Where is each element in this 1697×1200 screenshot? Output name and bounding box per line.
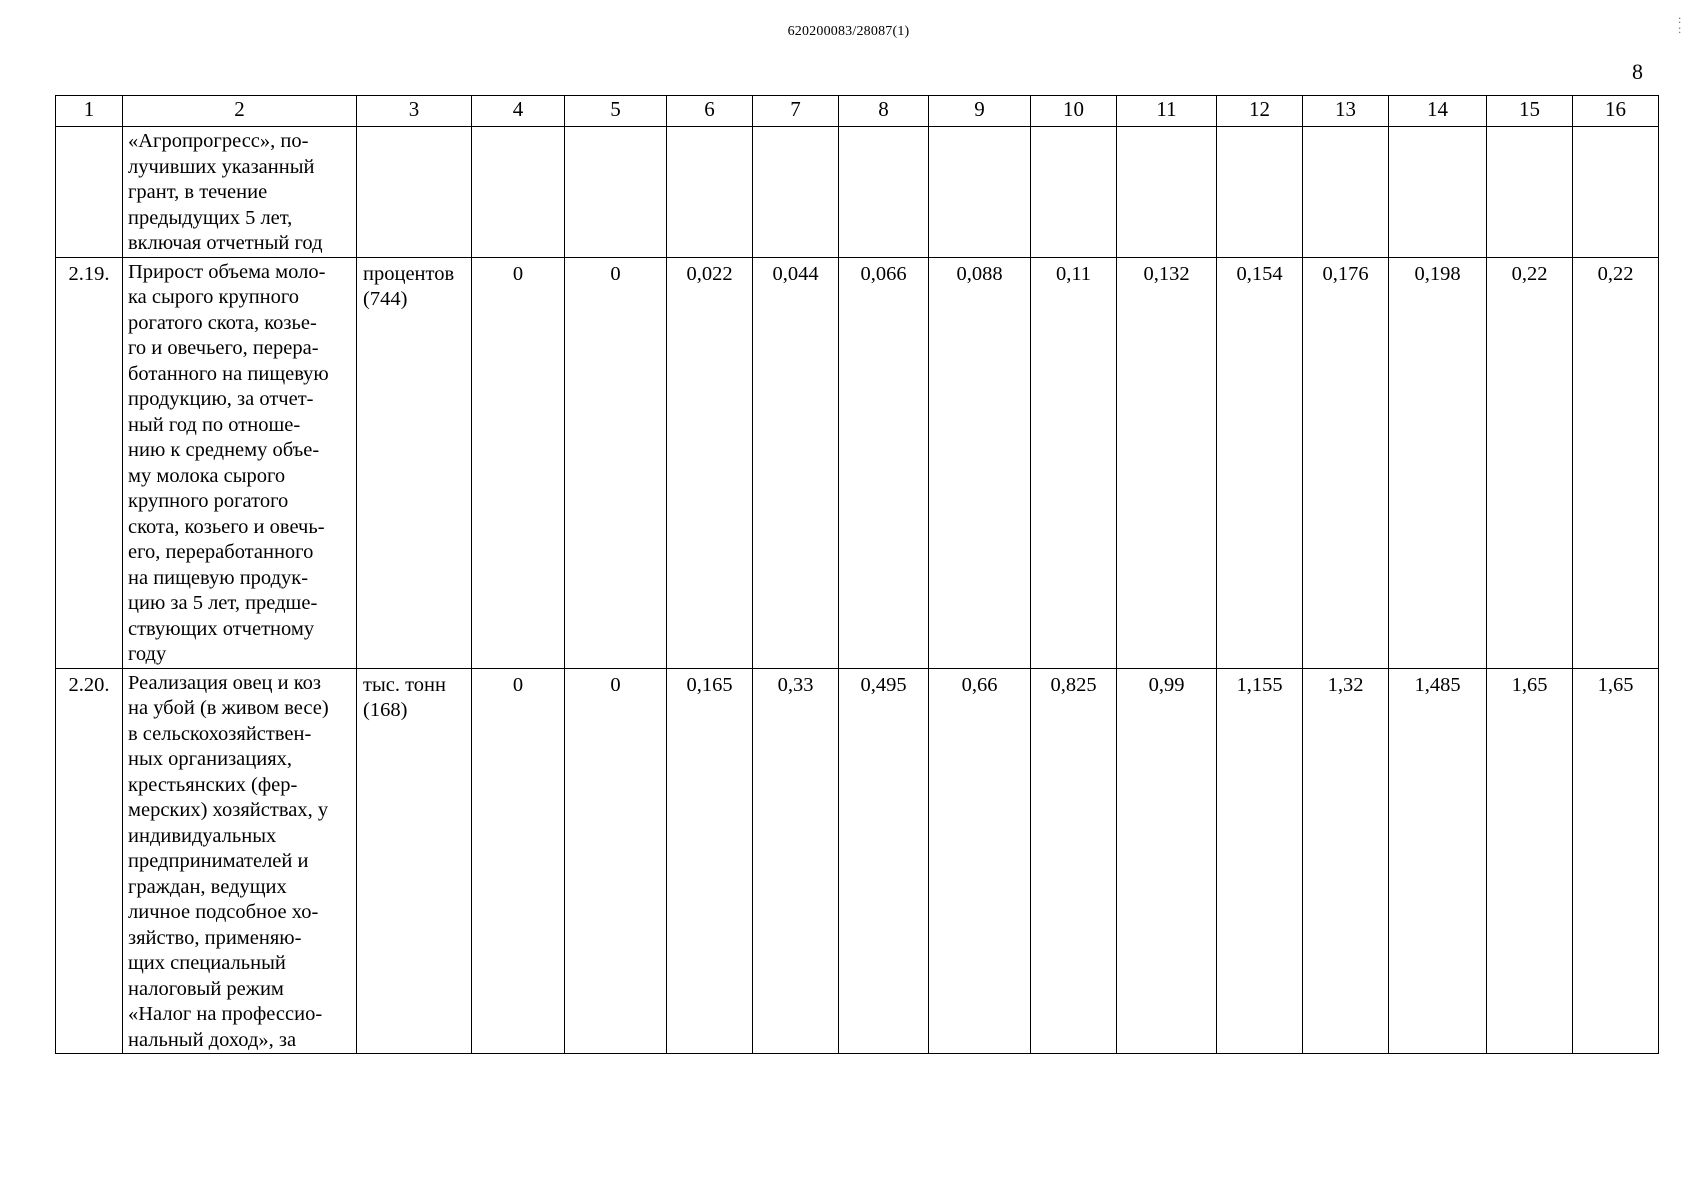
table-cell — [357, 127, 472, 258]
table-cell — [357, 668, 472, 1054]
column-header: 9 — [929, 96, 1031, 127]
column-header: 8 — [839, 96, 929, 127]
column-header: 10 — [1031, 96, 1117, 127]
value-cell: 0,22 — [1597, 262, 1634, 285]
row-index: 2.19. — [68, 262, 110, 285]
table-cell — [1031, 257, 1117, 668]
table-cell — [839, 668, 929, 1054]
indicator-table — [55, 95, 1659, 1054]
value-cell: 1,155 — [1236, 673, 1283, 696]
value-cell: 0 — [610, 262, 621, 285]
table-cell — [1217, 668, 1303, 1054]
value-cell: 0,088 — [956, 262, 1003, 285]
value-cell: 0,33 — [777, 673, 814, 696]
value-cell: 0,825 — [1050, 673, 1097, 696]
value-cell: 1,485 — [1414, 673, 1461, 696]
table-cell — [1303, 257, 1389, 668]
table-row — [56, 257, 1659, 668]
column-header: 4 — [472, 96, 565, 127]
table-cell — [667, 257, 753, 668]
table-cell — [667, 127, 753, 258]
value-cell: 0,044 — [772, 262, 819, 285]
table-cell — [1389, 257, 1487, 668]
table-cell — [357, 257, 472, 668]
table-cell — [929, 668, 1031, 1054]
table-cell — [1217, 257, 1303, 668]
table-cell — [472, 257, 565, 668]
value-cell: 0,154 — [1236, 262, 1283, 285]
value-cell: 0,176 — [1322, 262, 1369, 285]
table-cell — [565, 668, 667, 1054]
column-header: 3 — [357, 96, 472, 127]
table-cell — [565, 257, 667, 668]
table-cell — [1487, 668, 1573, 1054]
value-cell: 0,99 — [1148, 673, 1185, 696]
table-cell — [753, 668, 839, 1054]
value-cell: 0,022 — [686, 262, 733, 285]
column-header: 13 — [1303, 96, 1389, 127]
unit-of-measure: процентов (744) — [363, 262, 455, 310]
table-cell — [1389, 127, 1487, 258]
value-cell: 0,66 — [961, 673, 998, 696]
table-row — [56, 668, 1659, 1054]
column-header: 2 — [123, 96, 357, 127]
table-cell — [667, 668, 753, 1054]
column-header: 1 — [56, 96, 123, 127]
table-cell — [839, 127, 929, 258]
table-cell — [839, 257, 929, 668]
unit-of-measure: тыс. тонн (168) — [363, 673, 446, 721]
value-cell: 0,198 — [1414, 262, 1461, 285]
table-cell — [1573, 127, 1659, 258]
row-index: 2.20. — [68, 673, 110, 696]
table-cell — [1217, 127, 1303, 258]
table-cell — [1487, 127, 1573, 258]
table-cell — [565, 127, 667, 258]
table-cell — [753, 257, 839, 668]
table-cell — [56, 127, 123, 258]
indicator-description: Реализация овец и коз на убой (в живом весе) в сельскохозяйствен- ных организациях, крестьянских (фер- мерских) хозяйствах, у индивидуальных предпринимателей и граждан, ведущих личное подсобное хо- зяйство, применяю- щих специальный налоговый режим «Налог на профессио- нальный доход», за — [128, 671, 329, 1051]
column-header: 14 — [1389, 96, 1487, 127]
table-cell — [123, 668, 357, 1054]
table-cell — [1117, 127, 1217, 258]
value-cell: 1,65 — [1597, 673, 1634, 696]
value-cell: 0,11 — [1055, 262, 1092, 285]
table-header-row — [56, 96, 1659, 127]
table-cell — [472, 668, 565, 1054]
table-cell — [1303, 668, 1389, 1054]
table-cell — [929, 127, 1031, 258]
value-cell: 1,65 — [1511, 673, 1548, 696]
column-header: 15 — [1487, 96, 1573, 127]
table-cell — [1573, 668, 1659, 1054]
table-cell — [123, 257, 357, 668]
column-header: 16 — [1573, 96, 1659, 127]
table-cell — [753, 127, 839, 258]
table-cell — [56, 668, 123, 1054]
value-cell: 0,066 — [860, 262, 907, 285]
column-header: 6 — [667, 96, 753, 127]
value-cell: 0,495 — [860, 673, 907, 696]
table-cell — [472, 127, 565, 258]
column-header: 11 — [1117, 96, 1217, 127]
table-cell — [929, 257, 1031, 668]
value-cell: 1,32 — [1327, 673, 1364, 696]
page-number: 8 — [1632, 59, 1643, 84]
table-cell — [1117, 257, 1217, 668]
column-header: 12 — [1217, 96, 1303, 127]
table-cell — [1573, 257, 1659, 668]
table-cell — [1117, 668, 1217, 1054]
scan-mark: : : — [1678, 12, 1682, 36]
table-row-continuation — [56, 127, 1659, 258]
table-cell — [123, 127, 357, 258]
column-header: 7 — [753, 96, 839, 127]
document-code: 620200083/28087(1) — [787, 24, 910, 39]
table-cell — [1487, 257, 1573, 668]
value-cell: 0 — [512, 262, 524, 285]
table-cell — [56, 257, 123, 668]
value-cell: 0 — [610, 673, 621, 696]
column-header: 5 — [565, 96, 667, 127]
value-cell: 0,22 — [1511, 262, 1548, 285]
indicator-description: «Агропрогресс», по- лучивших указанный грант, в течение предыдущих 5 лет, включая отчетный год — [128, 130, 323, 254]
value-cell: 0,165 — [686, 673, 733, 696]
indicator-description: Прирост объема моло- ка сырого крупного рогатого скота, козье- го и овечьего, перера- ботанного на пищевую продукцию, за отчет- ный год по отноше- нию к среднему объе- му молока сырого крупного рогатого скота, козьего и овечь- его, переработанного на пищевую продук- цию за 5 лет, предше- ствующих отчетному году — [128, 260, 329, 665]
table-cell — [1031, 127, 1117, 258]
value-cell: 0 — [512, 673, 524, 696]
table-cell — [1031, 668, 1117, 1054]
table-cell — [1303, 127, 1389, 258]
value-cell: 0,132 — [1143, 262, 1190, 285]
table-cell — [1389, 668, 1487, 1054]
